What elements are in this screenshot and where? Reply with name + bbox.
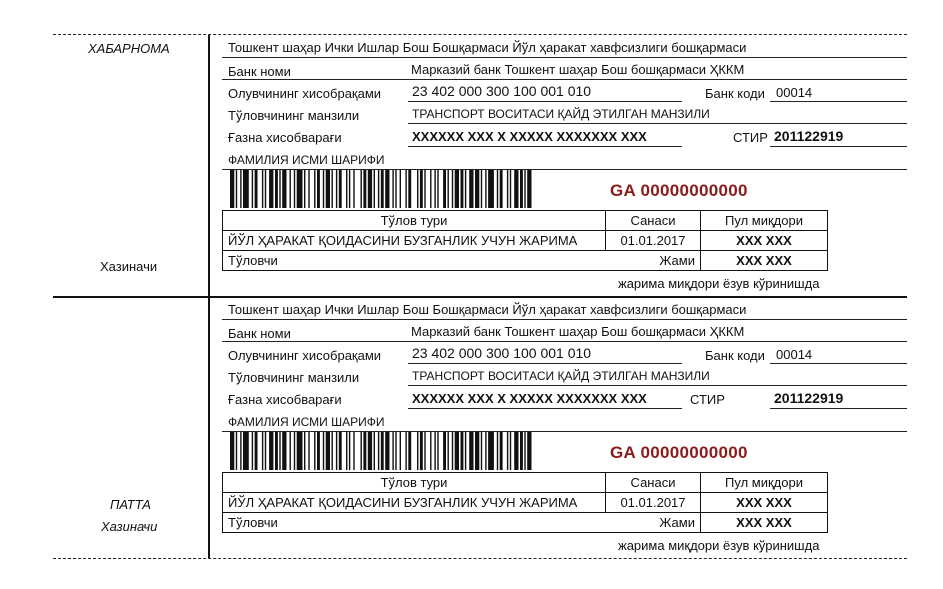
barcode-bar <box>381 432 384 470</box>
barcode-bar <box>269 170 273 208</box>
barcode-bar <box>304 170 305 208</box>
barcode-bar <box>314 432 315 470</box>
barcode-bar <box>469 170 473 208</box>
barcode-bar <box>520 170 523 208</box>
notice-header: Тошкент шаҳар Ички Ишлар Бош Бошқармаси Йўл ҳаракат хавфсизлиги бошқармаси <box>228 40 747 55</box>
barcode-bar <box>475 170 479 208</box>
notice-side-title: ХАБАРНОМА <box>88 41 170 56</box>
notice-payment-table <box>222 210 828 271</box>
receipt-bank-value: Марказий банк Тошкент шаҳар Бош бошқармаси ҲККМ <box>411 324 745 339</box>
barcode-bar <box>434 170 435 208</box>
barcode-bar <box>488 432 494 470</box>
barcode-bar <box>405 170 406 208</box>
barcode-bar <box>520 432 523 470</box>
barcode-bar <box>236 432 237 470</box>
receipt-account-underline <box>408 363 682 364</box>
receipt-side-title: ПАТТА <box>110 497 151 512</box>
barcode-bar <box>304 432 305 470</box>
barcode-bar <box>485 170 486 208</box>
barcode-bar <box>332 432 333 470</box>
notice-cashier-label: Хазиначи <box>100 259 158 274</box>
barcode-bar <box>527 170 531 208</box>
barcode-bar <box>481 170 482 208</box>
receipt-cashier-label: Хазиначи <box>101 519 158 534</box>
receipt-header: Тошкент шаҳар Ички Ишлар Бош Бошқармаси Йўл ҳаракат хавфсизлиги бошқармаси <box>228 302 747 317</box>
barcode-bar <box>368 170 372 208</box>
total-cell: XXX XXX <box>701 251 828 271</box>
receipt-ga-number: GA 00000000000 <box>610 443 748 462</box>
barcode-bar <box>469 432 473 470</box>
table-total-row <box>223 513 828 533</box>
table-total-row <box>223 251 828 271</box>
notice-bank-code-underline <box>770 101 907 102</box>
table-row <box>223 493 828 513</box>
receipt-header-underline <box>222 319 907 320</box>
barcode-bar <box>385 170 389 208</box>
barcode-bar <box>395 170 396 208</box>
col-amount-header: Пул миқдори <box>701 211 828 231</box>
receipt-bank-label: Банк номи <box>228 326 291 341</box>
col-type-header: Тўлов тури <box>223 211 606 231</box>
barcode-bar <box>434 432 435 470</box>
receipt-treasury-value: XXXXXX XXX X XXXXX XXXXXXX XXX <box>412 391 647 406</box>
receipt-footnote: жарима миқдори ёзув кўринишда <box>618 538 820 553</box>
notice-treasury-label: Ғазна хисобварағи <box>228 130 342 145</box>
barcode-bar <box>392 170 393 208</box>
date-cell: 01.01.2017 <box>606 231 701 251</box>
barcode-bar <box>408 170 411 208</box>
receipt-fio-label: ФАМИЛИЯ ИСМИ ШАРИФИ <box>228 415 385 429</box>
barcode-bar <box>363 170 366 208</box>
notice-tin-label: СТИР <box>733 130 768 145</box>
notice-header-underline <box>222 57 907 58</box>
barcode-bar <box>475 432 479 470</box>
barcode-bar <box>332 170 333 208</box>
table-header-row <box>223 473 828 493</box>
barcode-bar <box>443 170 446 208</box>
receipt-address-underline <box>408 385 907 386</box>
barcode-bar <box>417 432 418 470</box>
date-cell: 01.01.2017 <box>606 493 701 513</box>
barcode-bar <box>500 170 503 208</box>
barcode-bar <box>282 432 286 470</box>
left-divider-bottom <box>208 297 210 558</box>
notice-barcode <box>230 170 534 208</box>
barcode-bar <box>317 170 320 208</box>
barcode-bar <box>297 170 303 208</box>
barcode-bar <box>507 432 508 470</box>
barcode-bar <box>240 170 241 208</box>
barcode-bar <box>524 170 525 208</box>
barcode-bar <box>326 170 330 208</box>
barcode-bar <box>336 170 337 208</box>
barcode-bar <box>452 432 453 470</box>
barcode-bar <box>346 432 347 470</box>
notice-tin-underline <box>770 146 907 147</box>
barcode-bar <box>514 170 518 208</box>
barcode-bar <box>361 432 362 470</box>
section-separator <box>53 296 907 298</box>
payer-label: Тўловчи <box>223 513 606 533</box>
notice-address-underline <box>408 123 907 124</box>
barcode-bar <box>527 432 531 470</box>
barcode-bar <box>243 432 249 470</box>
barcode-bar <box>455 170 459 208</box>
barcode-bar <box>448 432 449 470</box>
barcode-bar <box>323 170 324 208</box>
barcode-bar <box>275 170 278 208</box>
notice-treasury-underline <box>408 146 682 147</box>
barcode-bar <box>290 432 291 470</box>
notice-address-label: Тўловчининг манзили <box>228 108 360 123</box>
barcode-bar <box>279 432 280 470</box>
barcode-bar <box>236 170 237 208</box>
notice-account-underline <box>408 101 682 102</box>
barcode-bar <box>243 170 249 208</box>
barcode-bar <box>255 432 258 470</box>
col-type-header: Тўлов тури <box>223 473 606 493</box>
notice-fio-label: ФАМИЛИЯ ИСМИ ШАРИФИ <box>228 153 385 167</box>
barcode-bar <box>500 432 503 470</box>
barcode-bar <box>405 432 406 470</box>
left-divider-top <box>208 35 210 297</box>
barcode-bar <box>290 170 291 208</box>
barcode-bar <box>381 170 384 208</box>
barcode-bar <box>461 170 464 208</box>
barcode-bar <box>317 432 320 470</box>
barcode-bar <box>374 170 375 208</box>
barcode-bar <box>297 432 303 470</box>
notice-ga-number: GA 00000000000 <box>610 181 748 200</box>
barcode-bar <box>465 432 466 470</box>
total-label: Жами <box>606 513 701 533</box>
barcode-bar <box>339 170 342 208</box>
barcode-bar <box>524 432 525 470</box>
barcode-bar <box>507 170 508 208</box>
col-amount-header: Пул миқдори <box>701 473 828 493</box>
notice-bank-code-label: Банк коди <box>705 86 765 101</box>
barcode-bar <box>326 432 330 470</box>
barcode-bar <box>336 432 337 470</box>
receipt-bank-code-underline <box>770 363 907 364</box>
barcode-bar <box>392 432 393 470</box>
barcode-bar <box>443 432 446 470</box>
barcode-bar <box>408 432 411 470</box>
barcode-bar <box>455 432 459 470</box>
barcode-bar <box>400 432 401 470</box>
type-cell: ЙЎЛ ҲАРАКАТ ҚОИДАСИНИ БУЗГАНЛИК УЧУН ЖАРИМА <box>223 231 606 251</box>
barcode-bar <box>485 432 486 470</box>
barcode-bar <box>269 432 273 470</box>
notice-footnote: жарима миқдори ёзув кўринишда <box>618 276 820 291</box>
barcode-bar <box>308 170 309 208</box>
receipt-tin-value: 201122919 <box>774 390 844 406</box>
col-date-header: Санаси <box>606 211 701 231</box>
notice-bank-code-value: 00014 <box>776 85 813 100</box>
barcode-bar <box>353 170 354 208</box>
total-label: Жами <box>606 251 701 271</box>
notice-tin-value: 201122919 <box>774 128 844 144</box>
barcode-bar <box>353 432 354 470</box>
barcode-bar <box>420 170 423 208</box>
barcode-bar <box>308 432 309 470</box>
barcode-bar <box>424 432 425 470</box>
barcode-bar <box>437 170 438 208</box>
barcode-bar <box>488 170 494 208</box>
barcode-bar <box>510 170 511 208</box>
receipt-bank-code-label: Банк коди <box>705 348 765 363</box>
total-cell: XXX XXX <box>701 513 828 533</box>
notice-treasury-value: XXXXXX XXX X XXXXX XXXXXXX XXX <box>412 129 647 144</box>
amount-cell: XXX XXX <box>701 493 828 513</box>
type-cell: ЙЎЛ ҲАРАКАТ ҚОИДАСИНИ БУЗГАНЛИК УЧУН ЖАРИМА <box>223 493 606 513</box>
receipt-bank-underline <box>222 341 907 342</box>
table-header-row <box>223 211 828 231</box>
barcode-bar <box>400 170 401 208</box>
barcode-bar <box>294 432 295 470</box>
receipt-treasury-label: Ғазна хисобварағи <box>228 392 342 407</box>
barcode-bar <box>448 170 449 208</box>
barcode-bar <box>378 170 379 208</box>
barcode-bar <box>339 432 342 470</box>
barcode-bar <box>514 432 518 470</box>
receipt-tin-label: СТИР <box>690 392 725 407</box>
barcode-bar <box>252 432 253 470</box>
barcode-bar <box>349 170 350 208</box>
barcode-bar <box>262 432 263 470</box>
barcode-bar <box>461 432 464 470</box>
barcode-bar <box>323 432 324 470</box>
barcode-bar <box>346 170 347 208</box>
barcode-bar <box>265 170 266 208</box>
barcode-bar <box>363 432 366 470</box>
barcode-bar <box>424 170 425 208</box>
barcode-bar <box>417 170 418 208</box>
payer-label: Тўловчи <box>223 251 606 271</box>
receipt-account-value: 23 402 000 300 100 001 010 <box>412 345 592 361</box>
barcode-bar <box>368 432 372 470</box>
barcode-bar <box>497 170 498 208</box>
barcode-bar <box>262 170 263 208</box>
barcode-bar <box>255 170 258 208</box>
barcode-bar <box>510 432 511 470</box>
receipt-address-label: Тўловчининг манзили <box>228 370 360 385</box>
barcode-bar <box>361 170 362 208</box>
barcode-bar <box>465 170 466 208</box>
bottom-cut-line <box>53 558 907 559</box>
table-row <box>223 231 828 251</box>
barcode-bar <box>275 432 278 470</box>
receipt-barcode <box>230 432 534 470</box>
barcode-bar <box>294 170 295 208</box>
barcode-bar <box>374 432 375 470</box>
barcode-bar <box>240 432 241 470</box>
barcode-bar <box>282 170 286 208</box>
notice-account-label: Олувчининг хисобрақами <box>228 86 382 101</box>
barcode-bar <box>395 432 396 470</box>
amount-cell: XXX XXX <box>701 231 828 251</box>
barcode-bar <box>385 432 389 470</box>
notice-bank-underline <box>222 79 907 80</box>
notice-bank-label: Банк номи <box>228 64 291 79</box>
notice-bank-value: Марказий банк Тошкент шаҳар Бош бошқармаси ҲККМ <box>411 62 745 77</box>
barcode-bar <box>349 432 350 470</box>
receipt-payment-table <box>222 472 828 533</box>
notice-address-value: ТРАНСПОРТ ВОСИТАСИ ҚАЙД ЭТИЛГАН МАНЗИЛИ <box>412 107 710 121</box>
barcode-bar <box>230 432 234 470</box>
barcode-bar <box>230 170 234 208</box>
barcode-bar <box>497 432 498 470</box>
receipt-account-label: Олувчининг хисобрақами <box>228 348 382 363</box>
receipt-tin-underline <box>770 408 907 409</box>
barcode-bar <box>430 432 431 470</box>
top-cut-line <box>53 34 907 35</box>
barcode-bar <box>481 432 482 470</box>
barcode-bar <box>437 432 438 470</box>
col-date-header: Санаси <box>606 473 701 493</box>
barcode-bar <box>430 170 431 208</box>
receipt-bank-code-value: 00014 <box>776 347 813 362</box>
receipt-treasury-underline <box>408 408 682 409</box>
barcode-bar <box>314 170 315 208</box>
barcode-bar <box>420 432 423 470</box>
barcode-bar <box>252 170 253 208</box>
barcode-bar <box>279 170 280 208</box>
barcode-bar <box>378 432 379 470</box>
receipt-address-value: ТРАНСПОРТ ВОСИТАСИ ҚАЙД ЭТИЛГАН МАНЗИЛИ <box>412 369 710 383</box>
barcode-bar <box>452 170 453 208</box>
notice-account-value: 23 402 000 300 100 001 010 <box>412 83 592 99</box>
barcode-bar <box>265 432 266 470</box>
